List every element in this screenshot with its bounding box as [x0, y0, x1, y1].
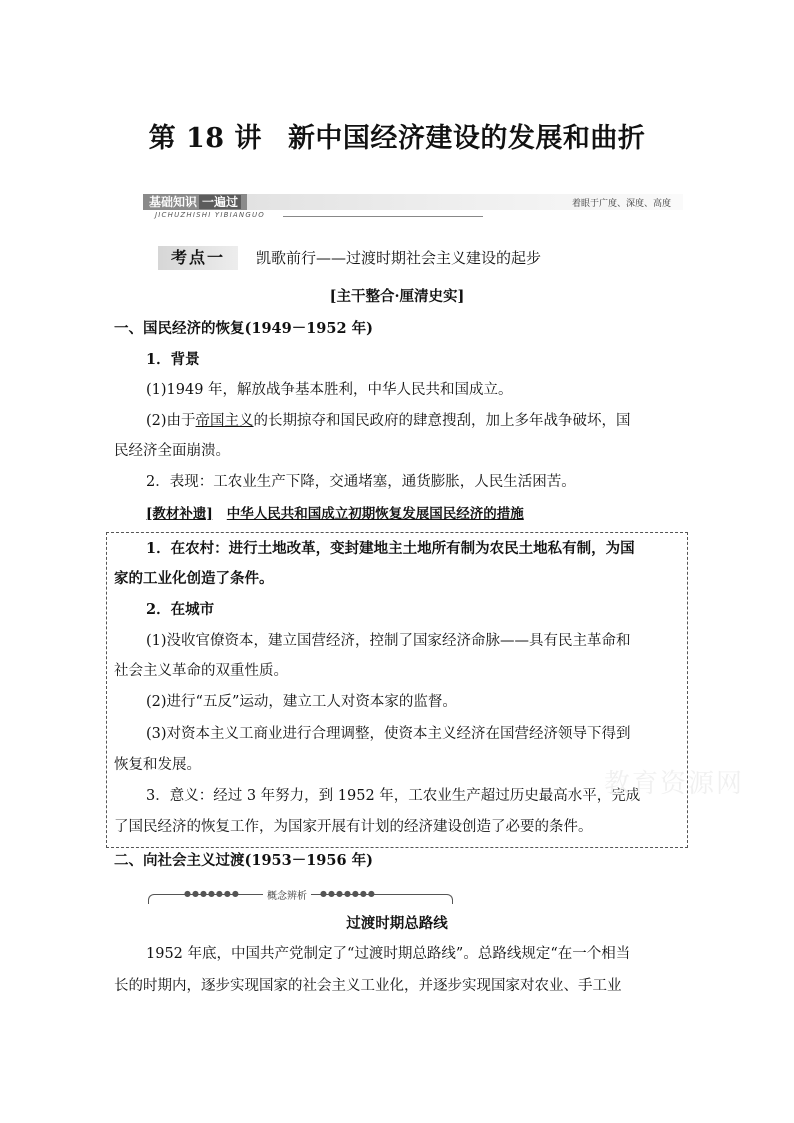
box-line-9: 3．意义：经过 3 年努力，到 1952 年，工农业生产超过历史最高水平，完成 [146, 788, 641, 804]
box-line-2: 家的工业化创造了条件。 [114, 570, 274, 587]
background-item-2 [146, 411, 631, 431]
concept-label: 概念辨析 [263, 887, 311, 902]
background-item-1: (1)1949 年，解放战争基本胜利，中华人民共和国成立。 [146, 382, 513, 398]
banner-subtitle: JICHUZHISHI YIBIANGUO [155, 211, 266, 219]
bg2-pre: (2)由于 [146, 413, 196, 429]
bg2-underlined: 帝国主义 [195, 413, 254, 429]
box-line-7: (3)对资本主义工商业进行合理调整，使资本主义经济在国营经济领导下得到 [146, 726, 631, 742]
supplement-heading [146, 504, 524, 524]
box-line-6: (2)进行“五反”运动，建立工人对资本家的监督。 [146, 694, 457, 710]
background-title: 1．背景 [146, 351, 200, 368]
watermark: 教育资源网 [604, 769, 745, 799]
concept-bar [148, 888, 453, 904]
bg2-post: 的长期掠夺和国民政府的肆意搜刮，加上多年战争破坏，国 [253, 413, 631, 429]
concept-title: 过渡时期总路线 [346, 915, 448, 932]
section-banner [143, 194, 683, 219]
lecture-number: 第 18 讲 [148, 123, 262, 154]
banner-divider [283, 216, 483, 217]
box-line-5: 社会主义革命的双重性质。 [114, 663, 288, 679]
kaodian-title: 凯歌前行——过渡时期社会主义建设的起步 [256, 249, 542, 267]
page-title [0, 116, 794, 155]
supplement-title: 中华人民共和国成立初期恢复发展国民经济的措施 [226, 506, 524, 522]
box-line-4: (1)没收官僚资本，建立国营经济，控制了国家经济命脉——具有民主革命和 [146, 633, 631, 649]
body-line-1: 1952 年底，中国共产党制定了“过渡时期总路线”。总路线规定“在一个相当 [146, 946, 631, 962]
background-item-2-cont: 民经济全面崩溃。 [114, 443, 230, 459]
box-line-8: 恢复和发展。 [114, 757, 201, 773]
performance: 2．表现：工农业生产下降，交通堵塞，通货膨胀，人民生活困苦。 [146, 474, 576, 490]
heading-transition: 二、向社会主义过渡(1953－1956 年) [114, 852, 373, 869]
concept-dots-left: ●●●●●●● [184, 889, 240, 898]
box-line-3: 2．在城市 [146, 601, 215, 618]
kaodian-label: 考点一 [158, 246, 238, 270]
supplement-label: [教材补遗] [146, 506, 213, 522]
box-line-1-text: 1．在农村：进行土地改革，变封建地主土地所有制为农民土地私有制，为国 [146, 540, 635, 557]
heading-recovery: 一、国民经济的恢复(1949－1952 年) [114, 320, 373, 337]
box-line-10: 了国民经济的恢复工作，为国家开展有计划的经济建设创造了必要的条件。 [114, 819, 593, 835]
banner-tag-a: 基础知识 [149, 195, 198, 209]
body-line-2: 长的时期内，逐步实现国家的社会主义工业化，并逐步实现国家对农业、手工业 [114, 978, 622, 994]
lecture-title: 新中国经济建设的发展和曲折 [287, 123, 646, 154]
box-line-1 [146, 539, 635, 559]
section-heading: [主干整合·厘清史实] [329, 288, 465, 305]
banner-right-text: 着眼于广度、深度、高度 [571, 199, 671, 209]
banner-tag-b: 一遍过 [199, 195, 241, 209]
banner-tag [143, 194, 247, 210]
concept-dots-right: ●●●●●●● [320, 889, 376, 898]
